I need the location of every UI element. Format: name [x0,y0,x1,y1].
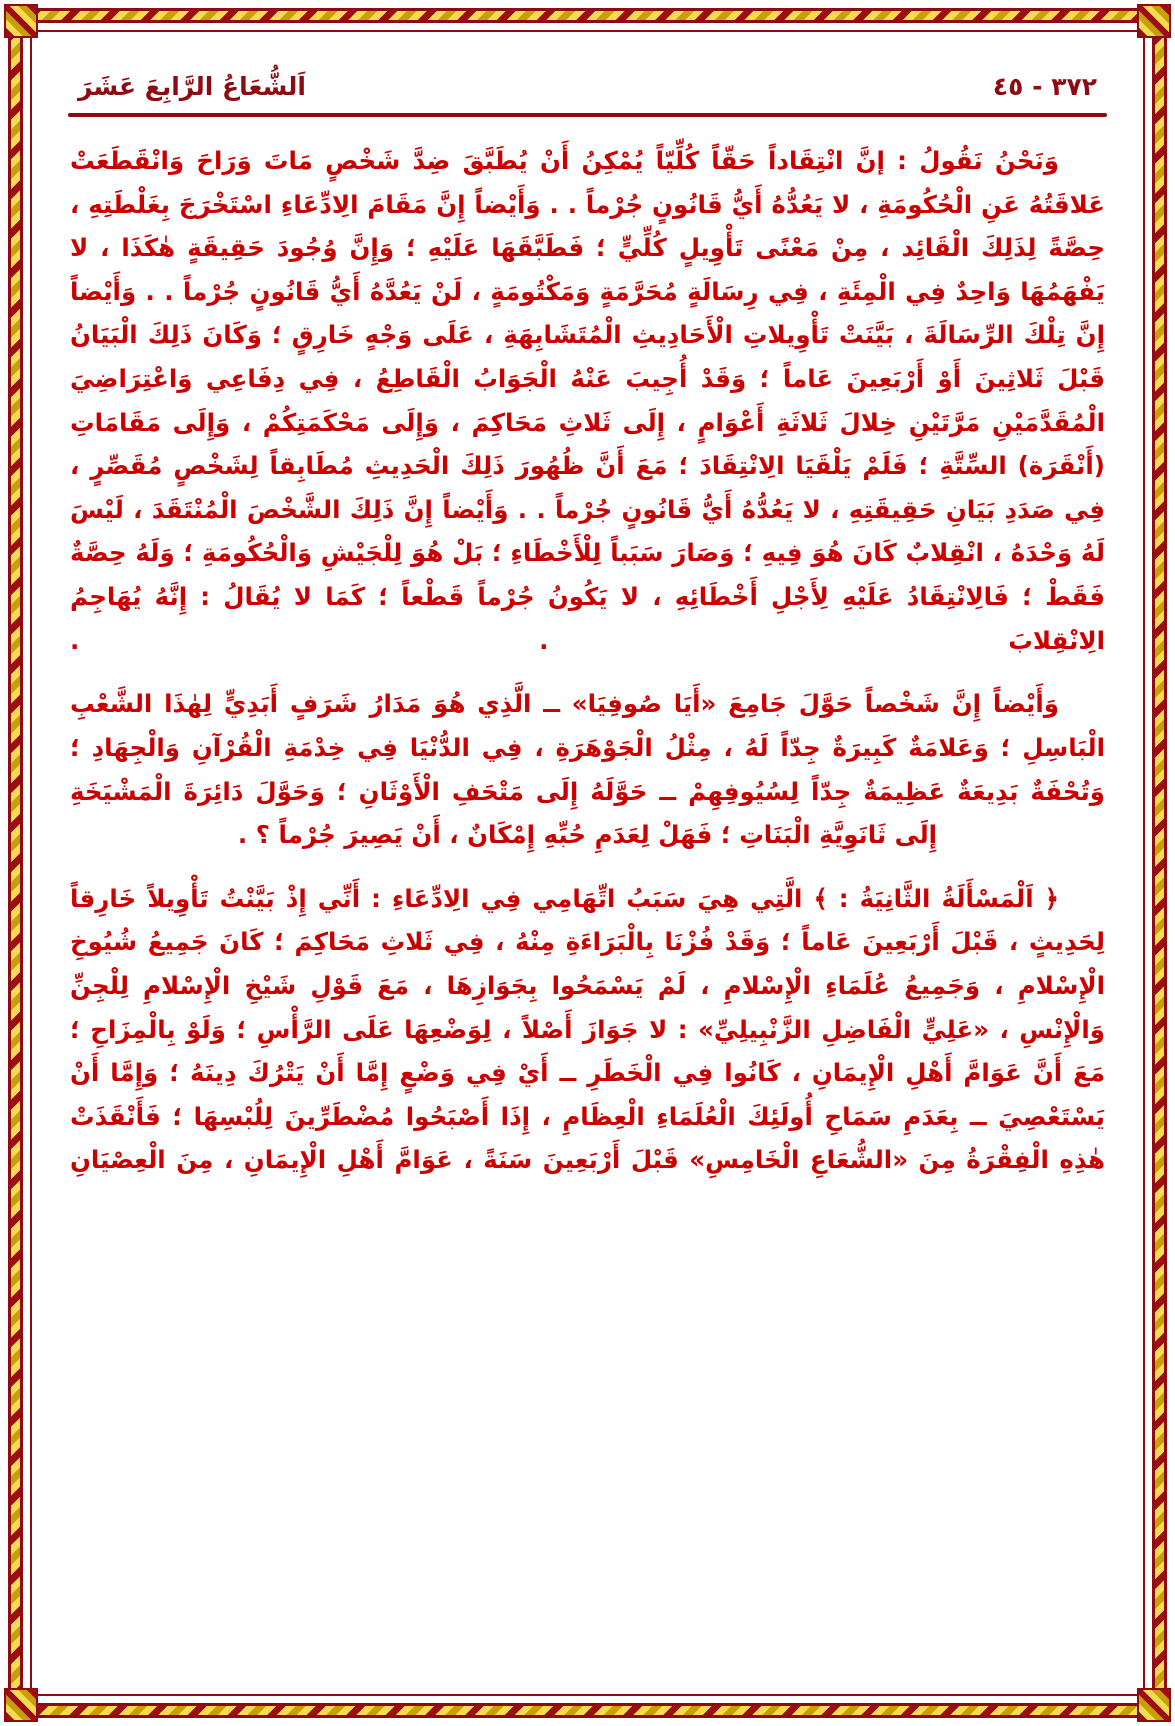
paragraph-1: وَنَحْنُ نَقُولُ : إنَّ انْتِقَاداً حَقّاً كُلِّيّاً يُمْكِنُ أَنْ يُطَبَّقَ ضِدَّ شَخْصٍ مَاتَ وَرَاحَ وَانْقَطَعَتْ عَلاقَتُهُ عَنِ الْحُكُومَةِ ، لا يَعُدُّهُ أَيُّ قَانُونٍ جُرْماً . . وَأَيْضاً إِنَّ مَقَامَ الِادِّعَاءِ اسْتَخْرَجَ بِغَلْطَتِهِ ، حِصَّةً لِذَلِكَ الْقَائِد ، مِنْ مَعْنًى تَأْوِيلٍ كُلِّيٍّ ؛ فَطَبَّقَهَا عَلَيْهِ ؛ وَإِنَّ وُجُودَ حَقِيقَةٍ هٰكَذَا ، لا يَفْهَمُهَا وَاحِدٌ فِي الْمِئَةِ ، فِي رِسَالَةٍ مُحَرَّمَةٍ وَمَكْتُومَةٍ ، لَنْ يَعُدَّهُ أَيُّ قَانُونٍ جُرْماً . . وَأَيْضاً إِنَّ تِلْكَ الرِّسَالَةَ ، بَيَّنَتْ تَأْوِيلاتِ الْأَحَادِيثِ الْمُتَشَابِهَةِ ، عَلَى وَجْهٍ خَارِقٍ ؛ وَكَانَ ذَلِكَ الْبَيَانُ قَبْلَ ثَلاثِينَ أَوْ أَرْبَعِينَ عَاماً ؛ وَقَدْ أُجِيبَ عَنْهُ الْجَوَابُ الْقَاطِعُ ، فِي دِفَاعِي وَاعْتِرَاضِيَ الْمُقَدَّمَيْنِ مَرَّتَيْنِ خِلالَ ثَلاثَةِ أَعْوَامٍ ، إِلَى ثَلاثِ مَحَاكِمَ ، وَإِلَى مَحْكَمَتِكُمْ ، وَإِلَى مَقَامَاتِ (أَنْقَرَة) السِّتَّةِ ؛ فَلَمْ يَلْقَيَا الِانْتِقَادَ ؛ مَعَ أَنَّ ظُهُورَ ذَلِكَ الْحَدِيثِ مُطَابِقاً لِشَخْصٍ مُقَصِّرٍ ، فِي صَدَدِ بَيَانِ حَقِيقَتِهِ ، لا يَعُدُّهُ أَيُّ قَانُونٍ جُرْماً . . وَأَيْضاً إِنَّ ذَلِكَ الشَّخْصَ الْمُنْتَقَدَ ، لَيْسَ لَهُ وَحْدَهُ ، انْقِلابٌ كَانَ هُوَ فِيهِ ؛ وَصَارَ سَبَباً لِلْأَخْطَاءِ ؛ بَلْ هُوَ لِلْجَيْشِ وَالْحُكُومَةِ ؛ وَلَهُ حِصَّةٌ فَقَطْ ؛ فَالِانْتِقَادُ عَلَيْهِ لِأَجْلِ أَخْطَائِهِ ، لا يَكُونُ جُرْماً قَطْعاً ؛ كَمَا لا يُقَالُ : إِنَّهُ يُهَاجِمُ الِانْقِلابَ . . [70,146,1105,655]
page-number: ٣٧٢ - ٤٥ [992,72,1097,101]
page-header [64,72,1111,101]
corner-ornament-top-right [1137,4,1171,38]
header-divider [68,113,1107,117]
corner-ornament-bottom-left [4,1688,38,1722]
page-title: اَلشُّعَاعُ الرَّابِعَ عَشَرَ [78,72,306,101]
corner-ornament-bottom-right [1137,1688,1171,1722]
paragraph-2: وَأَيْضاً إِنَّ شَخْصاً حَوَّلَ جَامِعَ «أَيَا صُوفِيَا» ــ الَّذِي هُوَ مَدَارُ شَرَفٍ أَبَدِيٍّ لِهٰذَا الشَّعْبِ الْبَاسِلِ ؛ وَعَلامَةٌ كَبِيرَةٌ جِدّاً لَهُ ، مِثْلُ الْجَوْهَرَةِ ، فِي الدُّنْيَا فِي خِدْمَةِ الْقُرْآنِ وَالْجِهَادِ ؛ وَتُحْفَةٌ بَدِيعَةٌ عَظِيمَةٌ جِدّاً لِسُيُوفِهِمْ ــ حَوَّلَهُ إِلَى مَتْحَفِ الْأَوْثَانِ ؛ وَحَوَّلَ دَائِرَةَ الْمَشْيَخَةِ إِلَى ثَانَوِيَّةِ الْبَنَاتِ ؛ فَهَلْ لِعَدَمِ حُبِّهِ إِمْكَانٌ ، أَنْ يَصِيرَ جُرْماً ؟ . [70,689,1105,850]
page-content [44,46,1131,1682]
paragraph-3: ﴿ اَلْمَسْأَلَةُ الثَّانِيَةُ : ﴾ الَّتِي هِيَ سَبَبُ اتِّهَامِي فِي الِادِّعَاءِ : أَنِّي إِذْ بَيَّنْتُ تَأْوِيلاً خَارِقاً لِحَدِيثٍ ، قَبْلَ أَرْبَعِينَ عَاماً ؛ وَقَدْ فُزْنَا بِالْبَرَاءَةِ مِنْهُ ، فِي ثَلاثِ مَحَاكِمَ ؛ كَانَ جَمِيعُ شُيُوخِ الْإِسْلامِ ، وَجَمِيعُ عُلَمَاءِ الْإِسْلامِ ، لَمْ يَسْمَحُوا بِجَوَازِهَا ، مَعَ قَوْلِ شَيْخِ الْإِسْلامِ لِلْجِنِّ وَالْإِنْسِ ، «عَلِيٍّ الْفَاضِلِ الزَّنْبِيلِيِّ» : لا جَوَازَ أَصْلاً ، لِوَضْعِهَا عَلَى الرَّأْسِ ؛ وَلَوْ بِالْمِزَاحِ ؛ مَعَ أَنَّ عَوَامَّ أَهْلِ الْإِيمَانِ ، كَانُوا فِي الْخَطَرِ ــ أَيْ فِي وَضْعٍ إِمَّا أَنْ يَتْرُكَ دِينَهُ ؛ وَإِمَّا أَنْ يَسْتَعْصِيَ ــ بِعَدَمِ سَمَاحِ أُولَئِكَ الْعُلَمَاءِ الْعِظَامِ ، إِذَا أَصْبَحُوا مُضْطَرِّينَ لِلُبْسِهَا ؛ فَأَنْقَذَتْ هٰذِهِ الْفِقْرَةُ مِنَ «الشُّعَاعِ الْخَامِسِ» قَبْلَ أَرْبَعِينَ سَنَةً ، عَوَامَّ أَهْلِ الْإِيمَانِ ، مِنَ الْعِصْيَانِ [70,883,1105,1175]
body-text [64,139,1111,1182]
corner-ornament-top-left [4,4,38,38]
